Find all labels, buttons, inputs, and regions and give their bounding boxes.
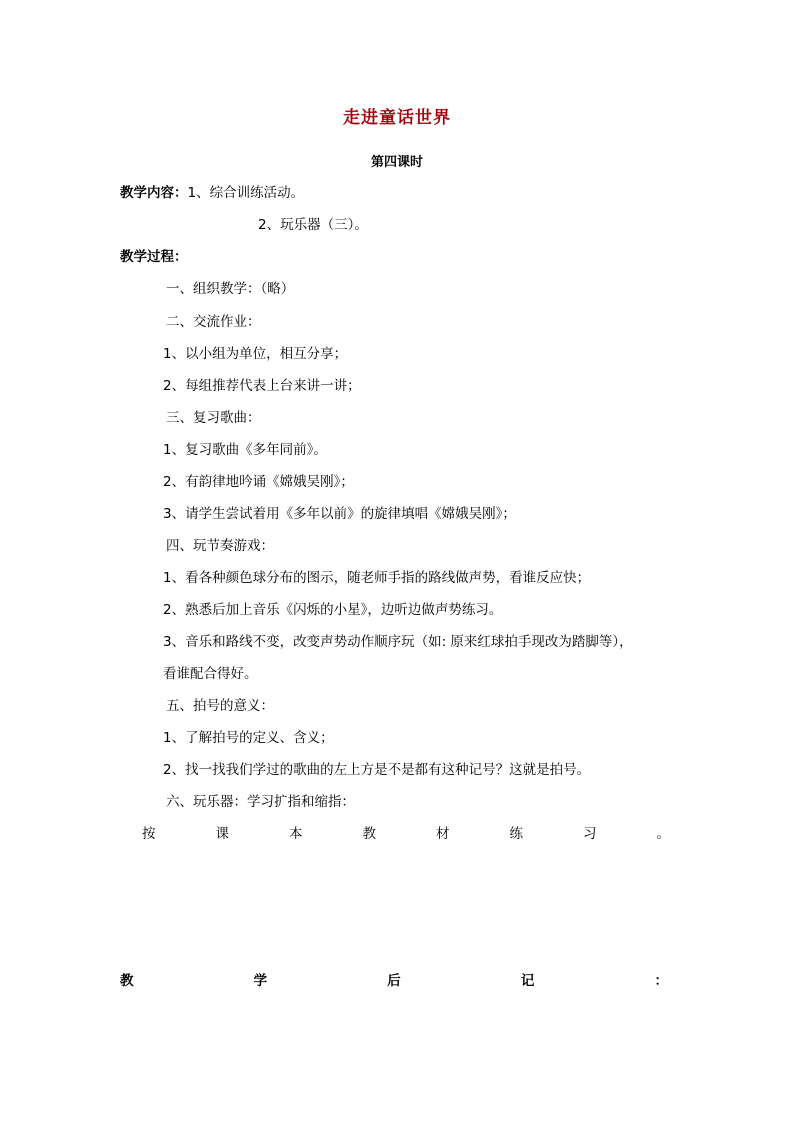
section-5: 五、拍号的意义： xyxy=(166,698,274,714)
section-3: 三、复习歌曲： xyxy=(166,410,261,426)
content-item-1: 1、综合训练活动。 xyxy=(187,185,305,201)
section-6-char: 教 xyxy=(362,826,376,842)
section-4-item-2: 2、熟悉后加上音乐《闪烁的小星》，边听边做声势练习。 xyxy=(163,602,503,618)
section-5-item-2: 2、找一找我们学过的歌曲的左上方是不是都有这种记号？这就是拍号。 xyxy=(163,762,591,778)
section-3-item-3: 3、请学生尝试着用《多年以前》的旋律填唱《嫦娥吴刚》； xyxy=(163,506,516,522)
section-4: 四、玩节奏游戏： xyxy=(166,538,274,554)
teaching-process-label: 教学过程： xyxy=(120,249,188,265)
after-notes-char: 记 xyxy=(520,973,535,989)
after-notes-char: 教 xyxy=(120,973,134,989)
section-6-char: 。 xyxy=(656,826,670,842)
content-item-2: 2、玩乐器（三）。 xyxy=(258,217,368,233)
section-6-char: 练 xyxy=(509,826,523,842)
section-4-item-3-continued: 看谁配合得好。 xyxy=(163,666,258,682)
section-6-char: 按 xyxy=(142,826,156,842)
after-class-notes xyxy=(120,971,668,991)
after-notes-char: 学 xyxy=(253,973,268,989)
section-6-text xyxy=(142,824,670,844)
section-2-item-1: 1、以小组为单位，相互分享； xyxy=(163,346,348,362)
section-1: 一、组织教学：（略） xyxy=(166,281,295,297)
after-notes-char: 后 xyxy=(387,973,401,989)
section-3-item-1: 1、复习歌曲《多年同前》。 xyxy=(163,442,327,458)
section-6-char: 课 xyxy=(215,826,229,842)
section-6-char: 本 xyxy=(289,826,303,842)
section-6-char: 习 xyxy=(583,826,597,842)
teaching-content-label: 教学内容： xyxy=(120,185,188,201)
section-5-item-1: 1、了解拍号的定义、含义； xyxy=(163,730,334,746)
lesson-subtitle: 第四课时 xyxy=(370,155,423,170)
after-notes-char: ： xyxy=(654,973,668,989)
section-6-char: 材 xyxy=(436,826,450,842)
section-6: 六、玩乐器：学习扩指和缩指： xyxy=(166,794,355,810)
section-4-item-3: 3、音乐和路线不变，改变声势动作顺序玩（如: 原来红球拍手现改为踏脚等）， xyxy=(163,634,633,650)
section-2-item-2: 2、每组推荐代表上台来讲一讲； xyxy=(163,378,361,394)
document-title: 走进童话世界 xyxy=(343,108,451,128)
section-3-item-2: 2、有韵律地吟诵《嫦娥吴刚》； xyxy=(163,474,354,490)
section-2: 二、交流作业： xyxy=(166,314,261,330)
section-4-item-1: 1、看各种颜色球分布的图示，随老师手指的路线做声势，看谁反应快； xyxy=(163,570,591,586)
teaching-content-line xyxy=(120,183,304,203)
